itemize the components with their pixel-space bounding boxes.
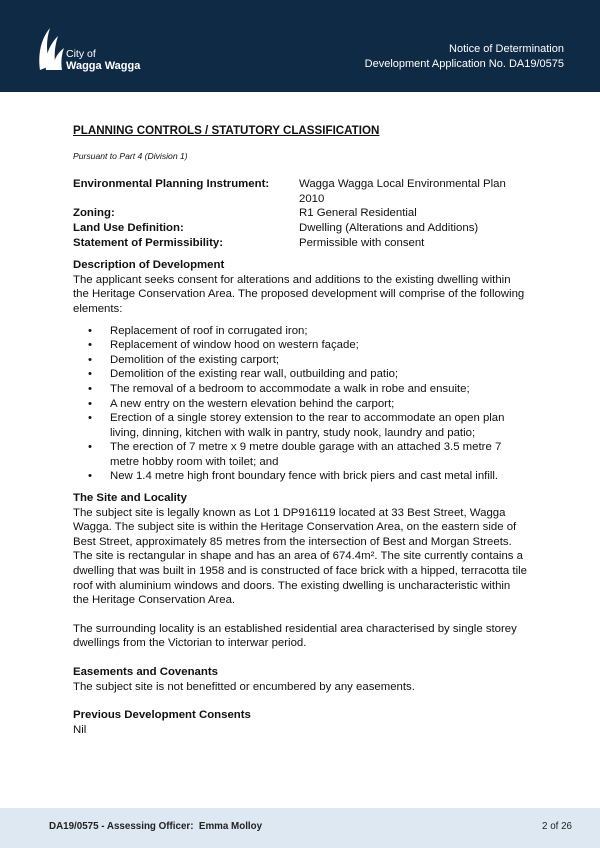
property-label: Statement of Permissibility: [73, 236, 224, 249]
document-body [73, 124, 528, 737]
page-subtitle: Pursuant to Part 4 (Division 1) [73, 150, 188, 161]
application-number: Development Application No. DA19/0575 [364, 58, 564, 70]
property-row [73, 221, 528, 236]
list-item: • Demolition of the existing rear wall, outbuilding and patio; [73, 367, 528, 382]
property-row [73, 206, 528, 221]
previous-consents-heading: Previous Development Consents [73, 709, 251, 722]
property-label: Land Use Definition: [73, 221, 184, 234]
site-heading: The Site and Locality [73, 492, 187, 505]
page-title: PLANNING CONTROLS / STATUTORY CLASSIFICATION [73, 124, 380, 137]
easements-text: The subject site is not benefitted or encumbered by any easements. [73, 680, 415, 693]
property-row [73, 236, 528, 251]
previous-consents-text: Nil [73, 723, 87, 736]
logo-text [66, 48, 140, 72]
list-item: • New 1.4 metre high front boundary fence with brick piers and cast metal infill. [73, 469, 528, 484]
description-heading: Description of Development [73, 259, 225, 272]
list-item: • Erection of a single storey extension to the rear to accommodate an open plan living, dinning, kitchen with walk in pantry, study nook, laundry and patio; [73, 411, 528, 440]
property-label: Zoning: [73, 207, 115, 220]
property-label: Environmental Planning Instrument: [73, 178, 270, 191]
page-footer [0, 808, 600, 848]
page-header [0, 0, 600, 92]
city-logo-icon [36, 26, 66, 72]
easements-heading: Easements and Covenants [73, 666, 218, 678]
list-item: • The erection of 7 metre x 9 metre double garage with an attached 3.5 metre 7 metre hobby room with toilet; and [73, 440, 528, 469]
logo-line-2: Wagga Wagga [66, 60, 141, 72]
property-value: Permissible with consent [299, 236, 425, 249]
property-value: Wagga Wagga Local Environmental Plan 2010 [299, 178, 506, 205]
list-item: • Replacement of roof in corrugated iron; [73, 324, 528, 339]
list-item: • A new entry on the western elevation behind the carport; [73, 397, 528, 412]
property-row [73, 177, 528, 206]
list-item: • Replacement of window hood on western façade; [73, 338, 528, 353]
list-item: • The removal of a bedroom to accommodate a walk in robe and ensuite; [73, 382, 528, 397]
notice-title: Notice of Determination [449, 43, 564, 55]
description-intro: The applicant seeks consent for alterations and additions to the existing dwelling within the Heritage Conservation Area. The proposed development will comprise of the following elements: [73, 273, 525, 315]
header-document-info [365, 42, 564, 72]
property-value: Dwelling (Alterations and Additions) [299, 221, 479, 234]
property-value: R1 General Residential [299, 207, 417, 220]
development-elements-list [73, 324, 528, 485]
site-paragraph-2: The surrounding locality is an established residential area characterised by single storey dwellings from the Victorian to interwar period. [73, 622, 517, 650]
page-number: 2 of 26 [542, 821, 572, 832]
list-item: • Demolition of the existing carport; [73, 353, 528, 368]
planning-properties [73, 177, 528, 250]
logo-line-1: City of [66, 48, 96, 60]
site-paragraph-1: The subject site is legally known as Lot 1 DP916119 located at 33 Best Street, Wagga Wagga. The subject site is within the Heritage Conservation Area, on the eastern side of Best Street, approximately 85 metres from the intersection of Best and Morgan Streets. The site is rectangular in shape and has an area of 674.4m². The site currently contains a dwelling that was built in 1958 and is constructed of face brick with a hipped, terracotta tile roof with aluminium windows and doors. The existing dwelling is uncharacteristic within the Heritage Conservation Area. [73, 506, 527, 607]
footer-assessing-officer: DA19/0575 - Assessing Officer: Emma Molloy [49, 821, 263, 832]
